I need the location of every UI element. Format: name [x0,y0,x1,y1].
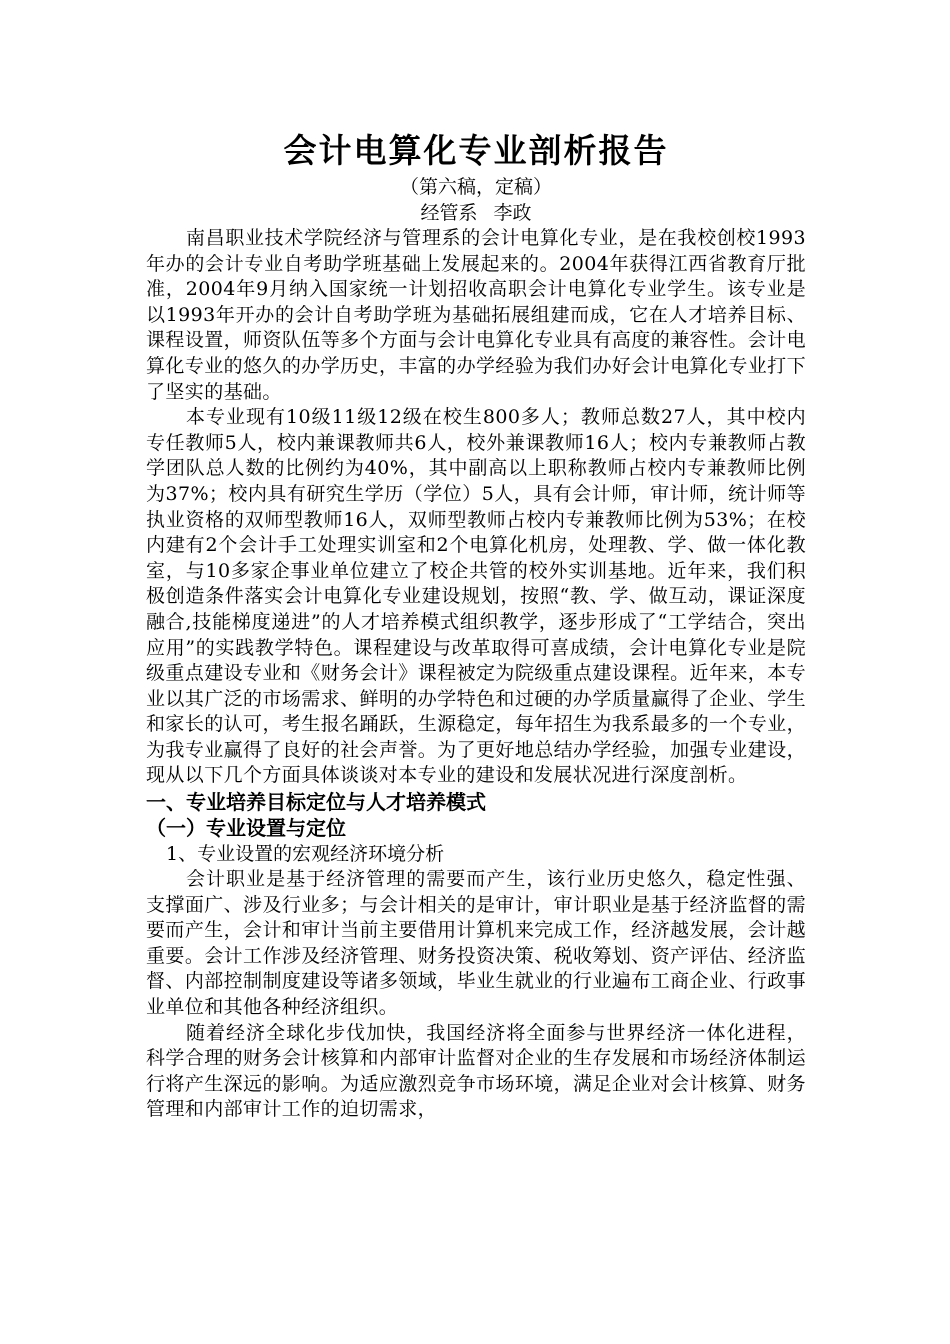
paragraph-overview: 本专业现有10级11级12级在校生800多人；教师总数27人，其中校内专任教师5人，校内兼课教师共6人，校外兼课教师16人；校内专兼教师占教学团队总人数的比例约为40%，其中副高以上职称教师占校内专兼教师比例为37%；校内具有研究生学历（学位）5人，具有会计师，审计师，统计师等执业资格的双师型教师16人，双师型教师占校内专兼教师比例为53%；在校内建有2个会计手工处理实训室和2个电算化机房，处理教、学、做一体化教室，与10多家企事业单位建立了校企共管的校外实训基地。近年来，我们积极创造条件落实会计电算化专业建设规划，按照“教、学、做互动，课证深度融合,技能梯度递进”的人才培养模式组织教学，逐步形成了“工学结合，突出应用”的实践教学特色。课程建设与改革取得可喜成绩，会计电算化专业是院级重点建设专业和《财务会计》课程被定为院级重点建设课程。近年来，本专业以其广泛的市场需求、鲜明的办学特色和过硬的办学质量赢得了企业、学生和家长的认可，考生报名踊跃，生源稳定，每年招生为我系最多的一个专业，为我专业赢得了良好的社会声誉。为了更好地总结办学经验，加强专业建设，现从以下几个方面具体谈谈对本专业的建设和发展状况进行深度剖析。 [146,406,806,787]
author-line [146,200,806,226]
department-name: 经管系 [420,202,478,224]
document-title: 会计电算化专业剖析报告 [283,131,669,170]
subsubsection-heading: 1、专业设置的宏观经济环境分析 [166,843,445,866]
document-page [146,128,806,1123]
subsection-heading: （一）专业设置与定位 [146,816,346,841]
author-name: 李政 [493,202,532,224]
paragraph-history: 南昌职业技术学院经济与管理系的会计电算化专业，是在我校创校1993年办的会计专业自考助学班基础上发展起来的。2004年获得江西省教育厅批准，2004年9月纳入国家统一计划招收高职会计电算化专业学生。该专业是以1993年开办的会计自考助学班为基础拓展组建而成，它在人才培养目标、课程设置，师资队伍等多个方面与会计电算化专业具有高度的兼容性。会计电算化专业的悠久的办学历史，丰富的办学经验为我们办好会计电算化专业打下了坚实的基础。 [146,227,806,403]
paragraph-accounting-profession: 会计职业是基于经济管理的需要而产生，该行业历史悠久，稳定性强、支撑面广、涉及行业多；与会计相关的是审计，审计职业是基于经济监督的需要而产生，会计和审计当前主要借用计算机来完成工作，经济越发展，会计越重要。会计工作涉及经济管理、财务投资决策、税收筹划、资产评估、经济监督、内部控制制度建设等诸多领域，毕业生就业的行业遍布工商企业、行政事业单位和其他各种经济组织。 [146,868,806,1019]
document-subtitle: （第六稿，定稿） [399,176,552,198]
paragraph-globalization: 随着经济全球化步伐加快，我国经济将全面参与世界经济一体化进程，科学合理的财务会计核算和内部审计监督对企业的生存发展和市场经济体制运行将产生深远的影响。为适应激烈竞争市场环境，满足企业对会计核算、财务管理和内部审计工作的迫切需求， [146,1021,806,1121]
section-heading: 一、专业培养目标定位与人才培养模式 [146,790,486,815]
